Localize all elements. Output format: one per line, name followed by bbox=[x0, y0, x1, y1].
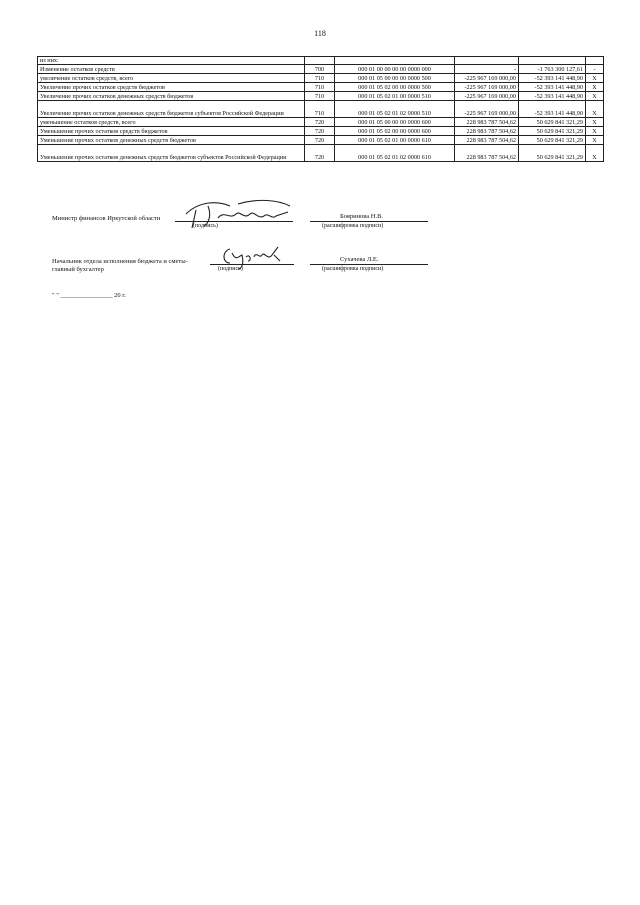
row-name: Изменение остатков средств bbox=[38, 65, 305, 74]
row-approved: -225 967 169 000,00 bbox=[455, 83, 519, 92]
row-unexecuted: X bbox=[586, 145, 604, 162]
row-executed: 50 629 841 321,29 bbox=[519, 136, 586, 145]
row-kbk: 000 01 05 02 01 00 0000 510 bbox=[335, 92, 455, 101]
chief-name: Сухачева Л.Е. bbox=[340, 256, 379, 263]
row-unexecuted: - bbox=[586, 65, 604, 74]
row-kbk: 000 01 05 02 00 00 0000 500 bbox=[335, 83, 455, 92]
row-kbk bbox=[335, 57, 455, 65]
row-executed: -52 393 141 448,90 bbox=[519, 101, 586, 118]
row-approved: -225 967 169 000,00 bbox=[455, 74, 519, 83]
minister-handwritten-signature bbox=[178, 196, 298, 232]
row-approved: - bbox=[455, 65, 519, 74]
row-name: увеличение остатков средств, всего bbox=[38, 74, 305, 83]
row-unexecuted: X bbox=[586, 92, 604, 101]
chief-title-line1: Начальник отдела исполнения бюджета и сметы- bbox=[52, 258, 188, 265]
row-kbk: 000 01 05 02 01 02 0000 510 bbox=[335, 101, 455, 118]
budget-balance-table bbox=[37, 56, 604, 162]
table-row bbox=[38, 127, 604, 136]
row-code bbox=[305, 57, 335, 65]
chief-signature-hint: (подпись) bbox=[218, 266, 243, 272]
row-code: 700 bbox=[305, 65, 335, 74]
minister-name-hint: (расшифровка подписи) bbox=[322, 223, 384, 229]
row-approved: 228 983 787 504,62 bbox=[455, 127, 519, 136]
table-row bbox=[38, 57, 604, 65]
row-code: 720 bbox=[305, 145, 335, 162]
table-row bbox=[38, 92, 604, 101]
minister-name-line bbox=[310, 221, 428, 222]
row-approved: 228 983 787 504,62 bbox=[455, 118, 519, 127]
row-code: 710 bbox=[305, 92, 335, 101]
minister-title: Министр финансов Иркутской области bbox=[52, 215, 161, 222]
row-unexecuted: X bbox=[586, 101, 604, 118]
minister-signature-hint: (подпись) bbox=[193, 223, 218, 229]
row-executed: 50 629 841 321,29 bbox=[519, 118, 586, 127]
table-row bbox=[38, 136, 604, 145]
row-code: 720 bbox=[305, 136, 335, 145]
row-name: из них: bbox=[38, 57, 305, 65]
row-name: уменьшение остатков средств, всего bbox=[38, 118, 305, 127]
row-approved: 228 983 787 504,62 bbox=[455, 145, 519, 162]
table-row bbox=[38, 65, 604, 74]
row-kbk: 000 01 05 00 00 00 0000 500 bbox=[335, 74, 455, 83]
row-name: Уменьшение прочих остатков денежных средств бюджетов субъектов Российской Федерации bbox=[38, 145, 305, 162]
row-approved: -225 967 169 000,00 bbox=[455, 92, 519, 101]
row-executed: -52 393 141 448,90 bbox=[519, 92, 586, 101]
row-kbk: 000 01 05 02 00 00 0000 600 bbox=[335, 127, 455, 136]
table-row bbox=[38, 101, 604, 118]
row-executed: -52 393 141 448,90 bbox=[519, 74, 586, 83]
row-approved: -225 967 169 000,00 bbox=[455, 101, 519, 118]
row-name: Увеличение прочих остатков средств бюджетов bbox=[38, 83, 305, 92]
row-unexecuted: X bbox=[586, 118, 604, 127]
row-kbk: 000 01 05 02 01 00 0000 610 bbox=[335, 136, 455, 145]
chief-title-line2: главный бухгалтер bbox=[52, 266, 104, 273]
row-kbk: 000 01 00 00 00 00 0000 000 bbox=[335, 65, 455, 74]
chief-name-line bbox=[310, 264, 428, 265]
row-executed: -1 763 300 127,61 bbox=[519, 65, 586, 74]
table-row bbox=[38, 145, 604, 162]
row-code: 720 bbox=[305, 127, 335, 136]
row-unexecuted bbox=[586, 57, 604, 65]
table-row bbox=[38, 83, 604, 92]
row-executed: -52 393 141 448,90 bbox=[519, 83, 586, 92]
row-unexecuted: X bbox=[586, 83, 604, 92]
page-number: 118 bbox=[314, 29, 326, 38]
row-code: 710 bbox=[305, 101, 335, 118]
row-unexecuted: X bbox=[586, 127, 604, 136]
row-code: 720 bbox=[305, 118, 335, 127]
chief-handwritten-signature bbox=[218, 243, 288, 271]
row-code: 710 bbox=[305, 83, 335, 92]
row-executed: 50 629 841 321,29 bbox=[519, 145, 586, 162]
table-row bbox=[38, 118, 604, 127]
row-unexecuted: X bbox=[586, 136, 604, 145]
row-name: Увеличение прочих остатков денежных средств бюджетов bbox=[38, 92, 305, 101]
row-executed: 50 629 841 321,29 bbox=[519, 127, 586, 136]
date-line: " " ________________ 20 г. bbox=[52, 292, 126, 299]
row-kbk: 000 01 05 00 00 00 0000 600 bbox=[335, 118, 455, 127]
row-code: 710 bbox=[305, 74, 335, 83]
row-approved bbox=[455, 57, 519, 65]
chief-name-hint: (расшифровка подписи) bbox=[322, 266, 384, 272]
row-name: Увеличение прочих остатков денежных средств бюджетов субъектов Российской Федерации bbox=[38, 101, 305, 118]
row-name: Уменьшение прочих остатков средств бюджетов bbox=[38, 127, 305, 136]
minister-name: Бояринова Н.В. bbox=[340, 213, 384, 220]
row-executed bbox=[519, 57, 586, 65]
row-kbk: 000 01 05 02 01 02 0000 610 bbox=[335, 145, 455, 162]
table-row bbox=[38, 74, 604, 83]
row-approved: 228 983 787 504,62 bbox=[455, 136, 519, 145]
row-name: Уменьшение прочих остатков денежных средств бюджетов bbox=[38, 136, 305, 145]
row-unexecuted: X bbox=[586, 74, 604, 83]
